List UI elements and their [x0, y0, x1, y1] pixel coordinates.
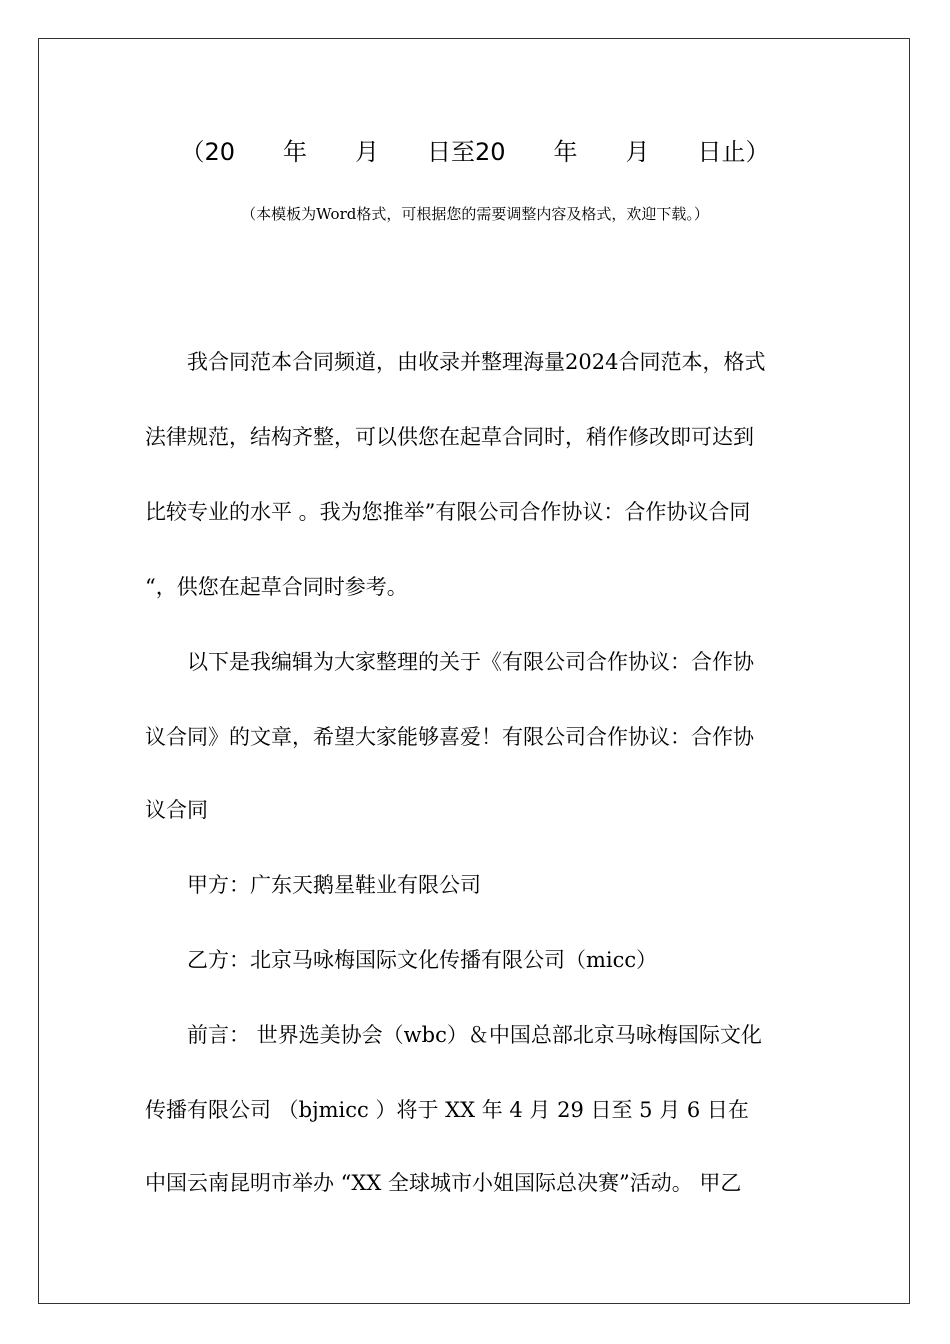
paragraph-line: 法律规范，结构齐整，可以供您在起草合同时，稍作修改即可达到 [145, 425, 754, 449]
paragraph-line: “，供您在起草合同时参考。 [145, 575, 408, 599]
paragraph-line: 我合同范本合同频道，由收录并整理海量2024合同范本，格式 [145, 350, 766, 374]
paragraph-line: 议合同》的文章，希望大家能够喜爱！有限公司合作协议：合作协 [145, 725, 754, 749]
paragraph-line: 以下是我编辑为大家整理的关于《有限公司合作协议：合作协 [145, 650, 754, 674]
party-a-line: 甲方：广东天鹅星鞋业有限公司 [145, 873, 481, 897]
paragraph-line: 中国云南昆明市举办 “XX 全球城市小姐国际总决赛”活动。 甲乙 [145, 1171, 742, 1195]
paragraph-line: 传播有限公司 （bjmicc ）将于 XX 年 4 月 29 日至 5 月 6 日在 [145, 1098, 749, 1122]
template-note: （本模板为Word格式，可根据您的需要调整内容及格式，欢迎下载。） [241, 205, 709, 223]
party-b-line: 乙方：北京马咏梅国际文化传播有限公司（micc） [145, 948, 658, 972]
date-range-heading: （20 年 月 日至20 年 月 日止） [180, 138, 770, 166]
paragraph-line: 议合同 [145, 798, 208, 822]
paragraph-line: 比较专业的水平 。我为您推举”有限公司合作协议：合作协议合同 [145, 500, 751, 524]
preface-line: 前言： 世界选美协会（wbc）＆中国总部北京马咏梅国际文化 [145, 1023, 762, 1047]
